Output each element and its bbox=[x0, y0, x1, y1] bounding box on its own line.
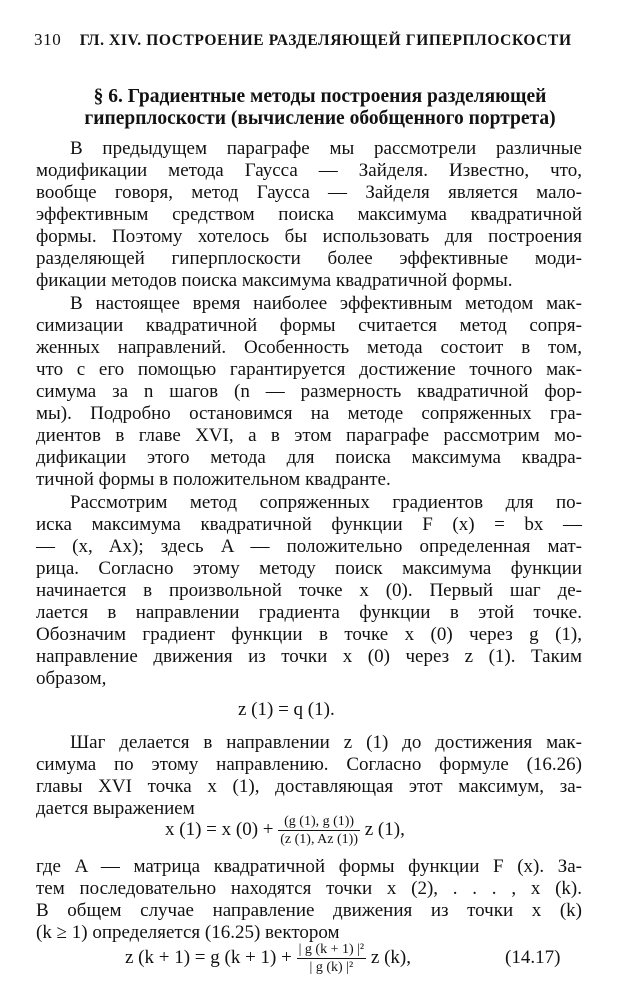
text-line: модификации метода Гаусса — Зайделя. Известно, что, bbox=[36, 160, 582, 181]
fraction-numerator: | g (k + 1) |² bbox=[298, 942, 365, 958]
text-line: симизации квадратичной формы считается метод сопря- bbox=[36, 315, 582, 336]
text-line: Рассмотрим метод сопряженных градиентов для по- bbox=[70, 492, 582, 513]
chapter-title: ГЛ. XIV. ПОСТРОЕНИЕ РАЗДЕЛЯЮЩЕЙ ГИПЕРПЛОСКОСТИ bbox=[79, 32, 572, 49]
text-line: Шаг делается в направлении z (1) до достижения мак- bbox=[70, 732, 582, 753]
text-line: тем последовательно находятся точки x (2), . . . , x (k). bbox=[36, 878, 582, 899]
formula-zk-fraction bbox=[297, 941, 367, 976]
formula-x1-fraction bbox=[278, 813, 360, 848]
text-line: вообще говоря, метод Гаусса — Зайделя является мало- bbox=[36, 182, 582, 203]
equation-number: (14.17) bbox=[505, 947, 561, 968]
text-line: главы XVI точка x (1), доставляющая этот максимум, за- bbox=[36, 776, 582, 797]
text-line: где A — матрица квадратичной формы функции F (x). За- bbox=[36, 856, 582, 877]
text-line: Обозначим градиент функции в точке x (0) через g (1), bbox=[36, 624, 582, 645]
section-title-line-2: гиперплоскости (вычисление обобщенного портрета) bbox=[84, 108, 556, 129]
formula-zk-left: z (k + 1) = g (k + 1) + bbox=[125, 947, 292, 968]
text-line: В настоящее время наиболее эффективным методом мак- bbox=[70, 293, 582, 314]
formula-zk bbox=[125, 930, 411, 986]
fraction-denominator: | g (k) |² bbox=[309, 960, 354, 976]
formula-z1: z (1) = q (1). bbox=[238, 699, 335, 720]
section-title-line-1: § 6. Градиентные методы построения разделяющей bbox=[93, 86, 547, 107]
text-line: эффективным средством поиска максимума квадратичной bbox=[36, 204, 582, 225]
text-line: дается выражением bbox=[36, 798, 195, 819]
text-line: рица. Согласно этому методу поиск максимума функции bbox=[36, 558, 582, 579]
formula-x1-right: z (1), bbox=[364, 819, 405, 840]
text-line: В общем случае направление движения из точки x (k) bbox=[36, 900, 582, 921]
text-line: иска максимума квадратичной функции F (x) = bx — bbox=[36, 514, 582, 535]
text-line: лается в направлении градиента функции в этой точке. bbox=[36, 602, 582, 623]
text-line: мы). Подробно остановимся на методе сопряженных гра- bbox=[36, 403, 582, 424]
text-line: разделяющей гиперплоскости более эффективные моди- bbox=[36, 248, 582, 269]
text-line: тичной формы в положительном квадранте. bbox=[36, 469, 391, 490]
fraction-numerator: (g (1), g (1)) bbox=[278, 813, 360, 831]
text-line: формы. Поэтому хотелось бы использовать для построения bbox=[36, 226, 582, 247]
page-number: 310 bbox=[34, 30, 62, 49]
text-line: диентов в главе XVI, а в этом параграфе рассмотрим мо- bbox=[36, 425, 582, 446]
running-head bbox=[34, 30, 590, 50]
text-line: (k ≥ 1) определяется (16.25) вектором bbox=[36, 922, 340, 943]
text-line: что с его помощью гарантируется достижение точного мак- bbox=[36, 359, 582, 380]
text-line: начинается в произвольной точке x (0). Первый шаг де- bbox=[36, 580, 582, 601]
formula-zk-right: z (k), bbox=[370, 947, 411, 968]
text-line: образом, bbox=[36, 668, 107, 689]
text-line: женных направлений. Особенность метода состоит в том, bbox=[36, 337, 582, 358]
text-line: В предыдущем параграфе мы рассмотрели различные bbox=[70, 138, 582, 159]
text-line: направление движения из точки x (0) через z (1). Таким bbox=[36, 646, 582, 667]
formula-x1-left: x (1) = x (0) + bbox=[165, 819, 274, 840]
text-line: симума за n шагов (n — размерность квадратичной фор- bbox=[36, 381, 582, 402]
text-line: симума по этому направлению. Согласно формуле (16.26) bbox=[36, 754, 582, 775]
fraction-denominator: (z (1), Az (1)) bbox=[280, 832, 358, 848]
text-line: — (x, Ax); здесь A — положительно определенная мат- bbox=[36, 536, 582, 557]
section-title bbox=[70, 86, 570, 130]
formula-x1 bbox=[165, 800, 405, 860]
text-line: фикации методов поиска максимума квадратичной формы. bbox=[36, 270, 513, 291]
text-line: дификации этого метода для поиска максимума квадра- bbox=[36, 447, 582, 468]
